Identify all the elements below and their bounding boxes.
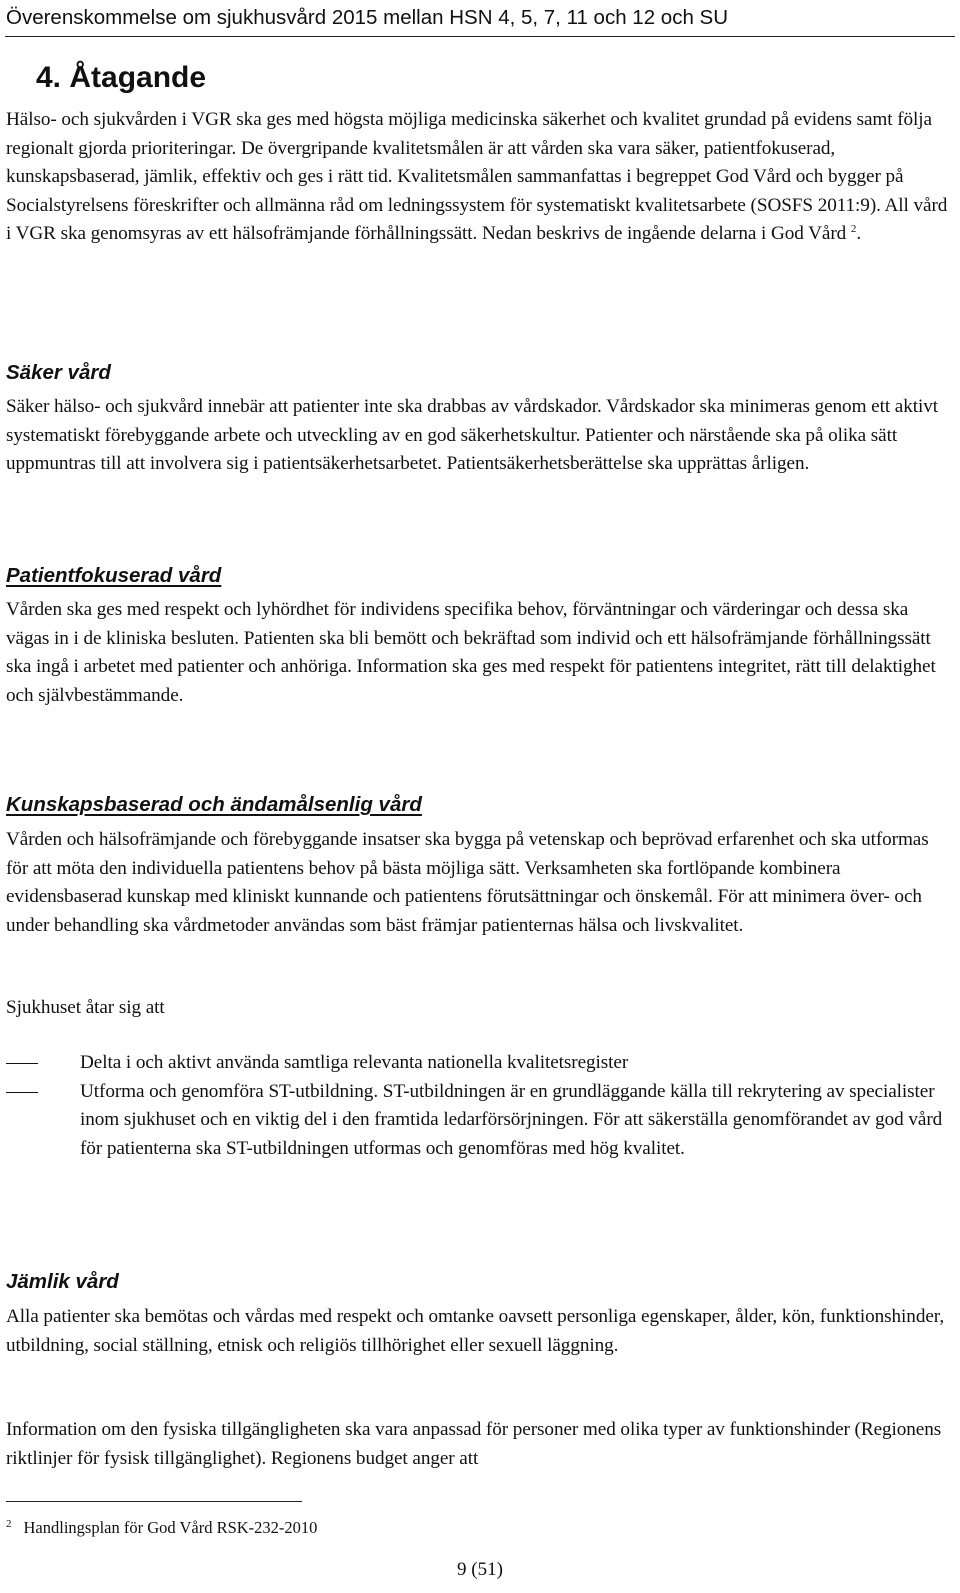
commitment-intro: Sjukhuset åtar sig att: [6, 997, 165, 1018]
intro-text: Hälso- och sjukvården i VGR ska ges med högsta möjliga medicinska säkerhet och kvalitet grundad på evidens samt följa regionalt gjorda prioriteringar. De övergripande kvalitetsmålen är att vården ska vara säker, patientfokuserad, kunskapsbaserad, jämlik, effektiv och ges i rätt tid. Kvalitetsmålen sammanfattas i begreppet God Vård och bygger på Socialstyrelsens föreskrifter och allmänna råd om ledningssystem för systematiskt kvalitetsarbete (SOSFS 2011:9). All vård i VGR ska genomsyras av ett hälsofrämjande förhållningssätt. Nedan beskrivs de ingående delarna i God Vård: [6, 109, 948, 245]
footnote-reference[interactable]: 2: [850, 223, 857, 236]
kunskapsbaserad-paragraph: Vården och hälsofrämjande och förebyggande insatser ska bygga på vetenskap och beprövad erfarenhet och ska utformas för att möta den individuella patientens behov på bästa möjliga sätt. Verksamheten ska fortlöpande kombinera evidensbaserad kunskap med kliniskt kunnande och patientens förutsättningar och önskemål. För att minimera över- och under behandling ska vårdmetoder användas som bäst främjar patienternas hälsa och livskvalitet.: [6, 829, 929, 936]
saker-vard-paragraph: Säker hälso- och sjukvård innebär att patienter inte ska drabbas av vårdskador. Vårdskador ska minimeras genom ett aktivt systematiskt förebyggande arbete och utveckling av en god säkerhetskultur. Patienter och närstående ska på olika sätt uppmuntras till att involvera sig i patientsäkerhetsarbetet. Patientsäkerhetsberättelse ska upprättas årligen.: [6, 396, 939, 475]
dash-bullet-icon: [6, 1063, 38, 1064]
heading-patientfokuserad-vard: Patientfokuserad vård: [6, 564, 222, 587]
footnote-divider: [6, 1501, 302, 1502]
page-number: 9 (51): [457, 1559, 503, 1580]
list-item: [6, 1049, 954, 1078]
commitment-list: [6, 1049, 954, 1163]
list-item: [6, 1078, 954, 1164]
footnote-text: Handlingsplan för God Vård RSK-232-2010: [23, 1518, 318, 1537]
header-divider: [5, 36, 955, 37]
patientfokuserad-paragraph: Vården ska ges med respekt och lyhördhet för individens specifika behov, förväntningar och värderingar och dessa ska vägas in i de kliniska besluten. Patienten ska bli bemött och bekräftad som individ och ett hälsofrämjande förhållningssätt ska ingå i arbetet med patienter och anhöriga. Information ska ges med respekt för patientens integritet, rätt till delaktighet och självbestämmande.: [6, 599, 936, 706]
list-item-text: Delta i och aktivt använda samtliga relevanta nationella kvalitetsregister: [80, 1052, 629, 1073]
list-item-text: Utforma och genomföra ST-utbildning. ST-utbildningen är en grundläggande källa till rekrytering av specialister inom sjukhuset och en viktig del i den framtida ledarförsörjningen. För att säkerställa genomförandet av god vård för patienterna ska ST-utbildningen utformas och genomföras med hög kvalitet.: [80, 1080, 943, 1159]
tillganglighet-paragraph: Information om den fysiska tillgängligheten ska vara anpassad för personer med olika typer av funktionshinder (Regionens riktlinjer för fysisk tillgänglighet). Regionens budget anger att: [6, 1419, 942, 1469]
heading-kunskapsbaserad-vard: Kunskapsbaserad och ändamålsenlig vård: [6, 793, 422, 816]
footnote: [6, 1512, 317, 1540]
heading-jamlik-vard: Jämlik vård: [6, 1270, 119, 1293]
jamlik-paragraph: Alla patienter ska bemötas och vårdas med respekt och omtanke oavsett personliga egenskaper, ålder, kön, funktionshinder, utbildning, social ställning, etnisk och religiös tillhörighet eller sexuell läggning.: [6, 1306, 945, 1356]
intro-end: .: [856, 223, 862, 245]
section-title: 4. Åtagande: [36, 61, 207, 94]
intro-paragraph: [6, 106, 954, 249]
footnote-number: 2: [6, 1518, 12, 1530]
dash-bullet-icon: [6, 1092, 38, 1093]
heading-saker-vard: Säker vård: [6, 361, 111, 384]
running-header: Överenskommelse om sjukhusvård 2015 mellan HSN 4, 5, 7, 11 och 12 och SU: [6, 6, 729, 29]
